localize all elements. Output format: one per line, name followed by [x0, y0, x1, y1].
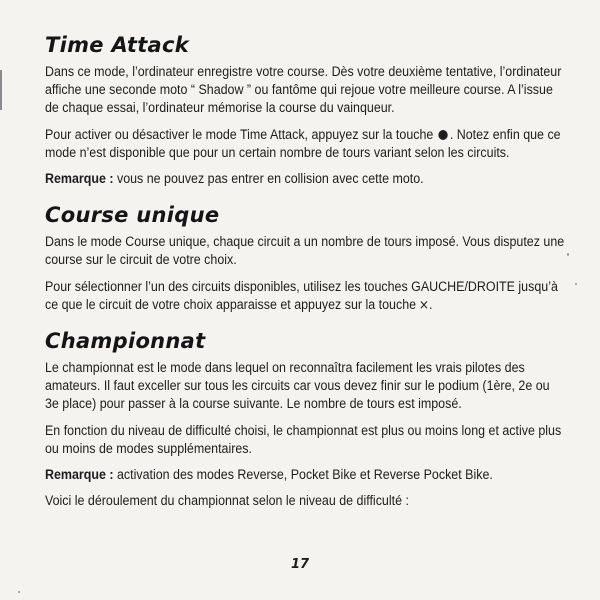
- section-title: Championnat: [45, 329, 206, 354]
- remark-paragraph: [45, 170, 566, 188]
- remark-label: Remarque :: [45, 467, 114, 483]
- page-number: 17: [290, 557, 310, 572]
- circle-button-icon: [439, 130, 448, 140]
- scan-speck: [18, 591, 20, 593]
- section-title: Course unique: [45, 203, 220, 228]
- paragraph: Voici le déroulement du championnat selon le niveau de difficulté :: [45, 493, 409, 509]
- section-time-attack: [45, 32, 565, 188]
- remark-text: vous ne pouvez pas entrer en collision avec cette moto.: [113, 171, 424, 187]
- section-course-unique: [45, 202, 565, 314]
- remark-paragraph: [45, 466, 566, 484]
- cross-button-icon: ×: [418, 297, 429, 313]
- remark-label: Remarque :: [45, 171, 114, 187]
- paragraph-text: .: [428, 296, 433, 312]
- section-championnat: [45, 328, 565, 510]
- paragraph-text: Pour sélectionner l’un des circuits disponibles, utilisez les touches GAUCHE/DROITE jusqu’à ce que le circuit de votre choix apparaisse et appuyez sur la touche: [45, 278, 558, 312]
- binding-mark: [0, 70, 2, 110]
- paragraph: [45, 278, 566, 314]
- paragraph-text: . Notez enfin que ce mode n’est disponible que pour un certain nombre de tours variant selon les circuits.: [45, 126, 561, 160]
- paragraph: [45, 126, 566, 162]
- paragraph: Le championnat est le mode dans lequel on reconnaîtra facilement les vrais pilotes des amateurs. Il faut exceller sur tous les circuits car vous devez finir sur le podium (1ère, 2e ou 3e place) pour passer à la course suivante. Le nombre de tours est imposé.: [45, 360, 550, 412]
- remark-text: activation des modes Reverse, Pocket Bike et Reverse Pocket Bike.: [113, 467, 493, 483]
- scan-speck: [575, 283, 577, 285]
- paragraph: Dans le mode Course unique, chaque circuit a un nombre de tours imposé. Vous disputez une course sur le circuit de votre choix.: [45, 234, 565, 268]
- scan-speck: [567, 253, 569, 256]
- page-content: [45, 32, 565, 524]
- paragraph: Dans ce mode, l’ordinateur enregistre votre course. Dès votre deuxième tentative, l’ordinateur affiche une seconde moto “ Shadow ” ou fantôme qui rejoue votre meilleure course. A l’issue de chaque essai, l’ordinateur mémorise la course du vainqueur.: [45, 64, 562, 116]
- section-title: Time Attack: [45, 33, 190, 57]
- paragraph-text: Pour activer ou désactiver le mode Time Attack, appuyez sur la touche: [45, 126, 434, 142]
- paragraph: En fonction du niveau de difficulté choisi, le championnat est plus ou moins long et active plus ou moins de modes supplémentaires.: [45, 422, 562, 456]
